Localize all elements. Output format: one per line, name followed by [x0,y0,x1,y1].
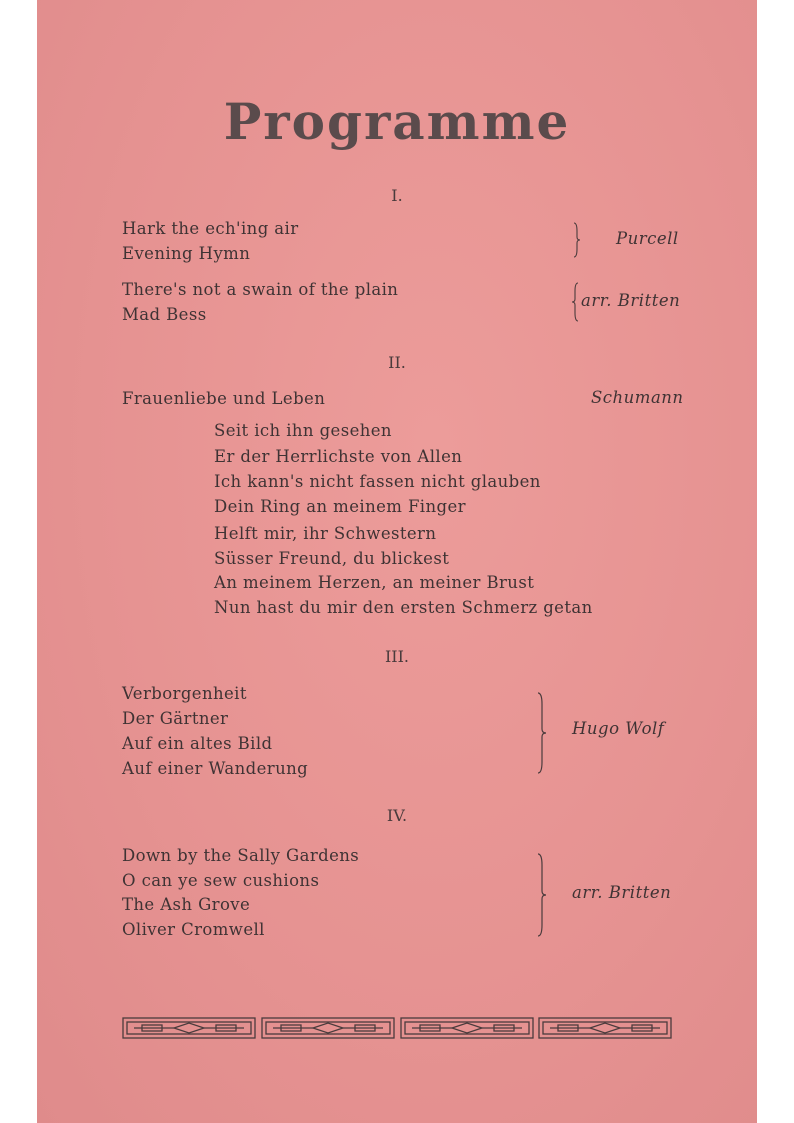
composer-name: Purcell [616,229,679,248]
composer-name: Schumann [591,388,684,407]
song-title: An meinem Herzen, an meiner Brust [214,573,535,592]
section-numeral-3: III. [384,647,410,666]
decorative-border-icon [122,1016,672,1042]
song-title: Auf einer Wanderung [122,759,309,778]
song-title: Der Gärtner [122,709,229,728]
song-title: Hark the ech'ing air [122,219,299,238]
programme-sheet [37,0,757,1123]
composer-name: Hugo Wolf [572,719,665,738]
song-title: There's not a swain of the plain [122,280,399,299]
song-title: Oliver Cromwell [122,920,265,939]
song-title: Down by the Sally Gardens [122,846,360,865]
song-title: Er der Herrlichste von Allen [214,447,463,466]
brace-icon [536,692,548,774]
work-title: Frauenliebe und Leben [122,389,326,408]
song-title: Süsser Freund, du blickest [214,549,450,568]
song-title: Ich kann's nicht fassen nicht glauben [214,472,541,491]
composer-name: arr. Britten [572,883,672,902]
brace-icon [536,853,548,937]
page-title: Programme [223,92,571,151]
brace-icon [570,282,580,322]
song-title: Auf ein altes Bild [122,734,273,753]
composer-name: arr. Britten [581,291,681,310]
section-numeral-4: IV. [386,806,408,825]
song-title: Verborgenheit [122,684,247,703]
brace-icon [572,222,582,258]
song-title: The Ash Grove [122,895,251,914]
song-title: Nun hast du mir den ersten Schmerz getan [214,598,593,617]
song-title: Seit ich ihn gesehen [214,421,392,440]
song-title: Dein Ring an meinem Finger [214,497,466,516]
song-title: Mad Bess [122,305,207,324]
song-title: Helft mir, ihr Schwestern [214,524,437,543]
section-numeral-1: I. [391,186,403,205]
song-title: Evening Hymn [122,244,251,263]
section-numeral-2: II. [388,353,406,372]
song-title: O can ye sew cushions [122,871,320,890]
